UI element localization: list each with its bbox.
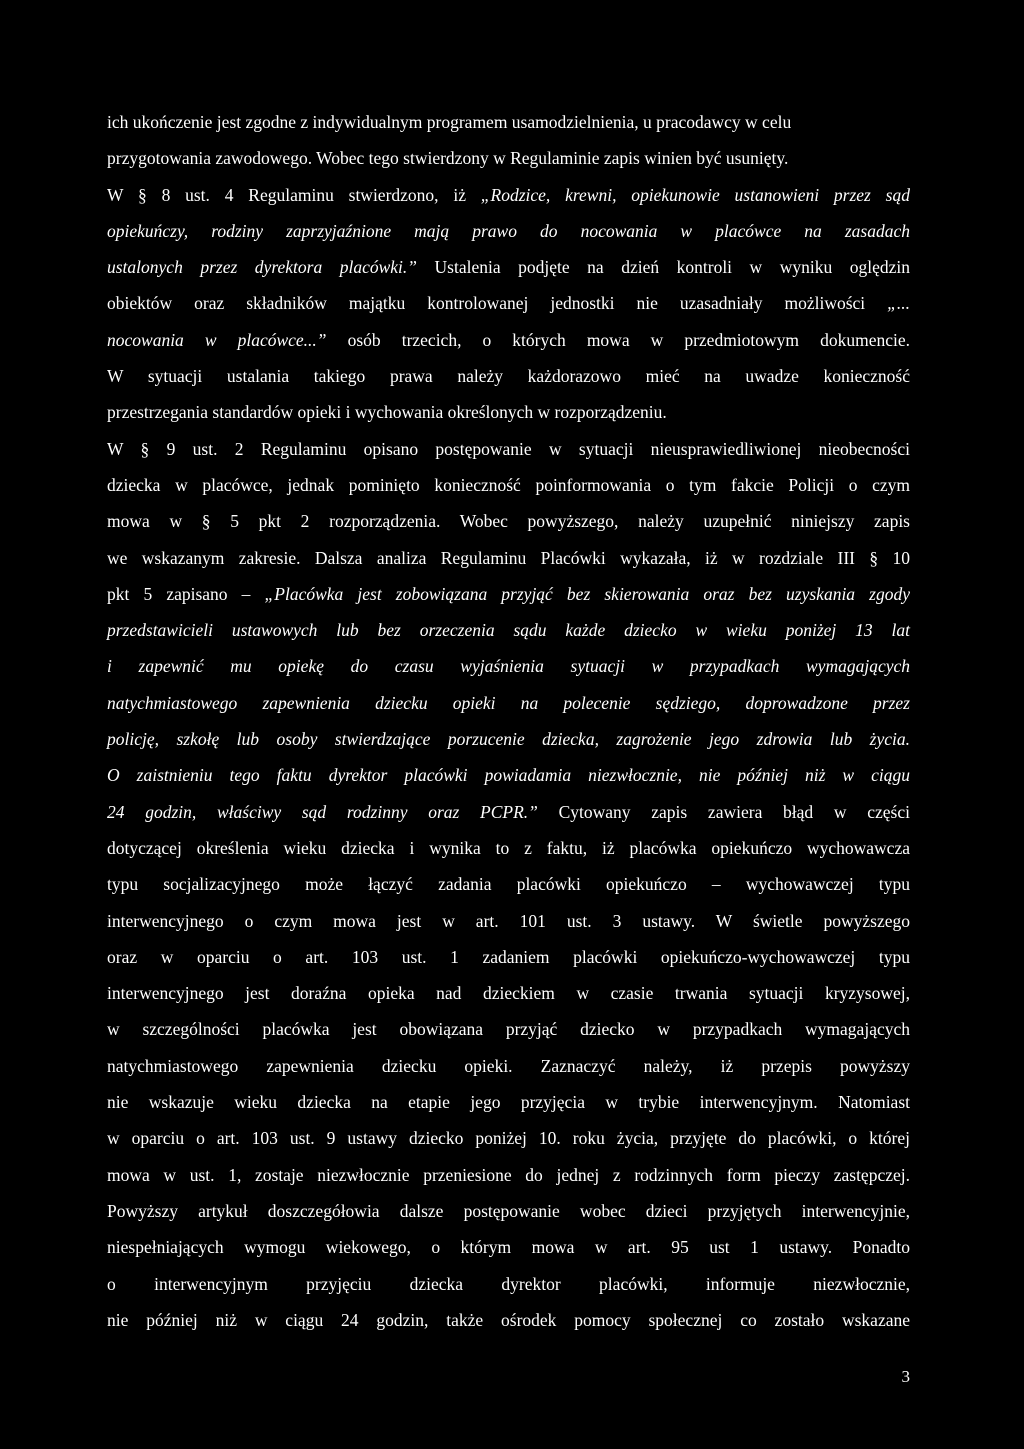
- text-line: [107, 104, 910, 140]
- text-line: [107, 576, 910, 612]
- page-number: 3: [901, 1367, 910, 1386]
- text-line: [107, 285, 910, 321]
- text-line: [107, 939, 910, 975]
- text-segment: natychmiastowego zapewnienia dziecku opieki. Zaznaczyć należy, iż przepis powyższy: [107, 1055, 910, 1076]
- text-segment: mowa w ust. 1, zostaje niezwłocznie przeniesione do jednej z rodzinnych form pieczy zastępczej.: [107, 1164, 910, 1185]
- text-line: [107, 975, 910, 1011]
- text-line: [107, 249, 910, 285]
- text-line: [107, 431, 910, 467]
- text-line: [107, 358, 910, 394]
- text-line: [107, 1229, 910, 1265]
- quoted-text: „Placówka jest zobowiązana przyjąć bez skierowania oraz bez uzyskania zgody: [264, 583, 910, 604]
- text-segment: we wskazanym zakresie. Dalsza analiza Regulaminu Placówki wykazała, iż w rozdziale III § 10: [107, 547, 910, 568]
- quoted-text: przedstawicieli ustawowych lub bez orzeczenia sądu każde dziecko w wieku poniżej 13 lat: [107, 620, 910, 641]
- text-line: [107, 503, 910, 539]
- text-segment: o interwencyjnym przyjęciu dziecka dyrektor placówki, informuje niezwłocznie,: [107, 1273, 910, 1294]
- quoted-text: ustalonych przez dyrektora placówki.”: [107, 257, 418, 278]
- quoted-text: natychmiastowego zapewnienia dziecku opieki na polecenie sędziego, doprowadzone przez: [107, 692, 910, 713]
- text-line: [107, 685, 910, 721]
- quoted-text: O zaistnieniu tego faktu dyrektor placówki powiadamia niezwłocznie, nie później niż w ciągu: [107, 765, 910, 786]
- text-segment: Cytowany zapis zawiera błąd w części: [537, 801, 910, 822]
- text-line: [107, 177, 910, 213]
- text-segment: w szczególności placówka jest obowiązana przyjąć dziecko w przypadkach wymagających: [107, 1019, 910, 1040]
- text-line: [107, 1011, 910, 1047]
- text-line: [107, 612, 910, 648]
- text-segment: w oparciu o art. 103 ust. 9 ustawy dziecko poniżej 10. roku życia, przyjęte do placówki, o której: [107, 1128, 910, 1149]
- text-segment: typu socjalizacyjnego może łączyć zadania placówki opiekuńczo – wychowawczej typu: [107, 874, 910, 895]
- text-segment: przestrzegania standardów opieki i wychowania określonych w rozporządzeniu.: [107, 402, 667, 423]
- text-segment: interwencyjnego o czym mowa jest w art. 101 ust. 3 ustawy. W świetle powyższego: [107, 910, 910, 931]
- text-segment: mowa w § 5 pkt 2 rozporządzenia. Wobec powyższego, należy uzupełnić niniejszy zapis: [107, 511, 910, 532]
- text-line: [107, 1193, 910, 1229]
- text-line: [107, 1157, 910, 1193]
- text-line: [107, 467, 910, 503]
- text-line: [107, 903, 910, 939]
- text-line: [107, 1266, 910, 1302]
- text-line: [107, 794, 910, 830]
- text-segment: dziecka w placówce, jednak pominięto konieczność poinformowania o tym fakcie Policji o czym: [107, 474, 910, 495]
- text-segment: niespełniających wymogu wiekowego, o którym mowa w art. 95 ust 1 ustawy. Ponadto: [107, 1237, 910, 1258]
- text-segment: W § 9 ust. 2 Regulaminu opisano postępowanie w sytuacji nieusprawiedliwionej nieobecności: [107, 438, 910, 459]
- text-segment: nie wskazuje wieku dziecka na etapie jego przyjęcia w trybie interwencyjnym. Natomiast: [107, 1092, 910, 1113]
- text-segment: obiektów oraz składników majątku kontrolowanej jednostki nie uzasadniały możliwości: [107, 293, 888, 314]
- quoted-text: nocowania w placówce...”: [107, 329, 327, 350]
- text-line: [107, 140, 910, 176]
- quoted-text: 24 godzin, właściwy sąd rodzinny oraz PCPR.”: [107, 801, 538, 822]
- text-segment: W sytuacji ustalania takiego prawa należy każdorazowo mieć na uwadze konieczność: [107, 366, 910, 387]
- body-text: [107, 104, 910, 1338]
- quoted-text: i zapewnić mu opiekę do czasu wyjaśnienia sytuacji w przypadkach wymagających: [107, 656, 910, 677]
- text-line: [107, 866, 910, 902]
- text-line: [107, 322, 910, 358]
- text-segment: W § 8 ust. 4 Regulaminu stwierdzono, iż: [107, 184, 481, 205]
- quoted-text: „...: [887, 293, 910, 314]
- text-segment: ich ukończenie jest zgodne z indywidualnym programem usamodzielnienia, u pracodawcy w celu: [107, 112, 792, 132]
- text-line: [107, 648, 910, 684]
- text-line: [107, 830, 910, 866]
- text-line: [107, 394, 910, 430]
- quoted-text: opiekuńczy, rodziny zaprzyjaźnione mają prawo do nocowania w placówce na zasadach: [107, 220, 910, 241]
- text-segment: nie później niż w ciągu 24 godzin, także ośrodek pomocy społecznej co zostało wskazane: [107, 1309, 910, 1330]
- text-segment: Ustalenia podjęte na dzień kontroli w wyniku oględzin: [417, 257, 910, 278]
- text-segment: pkt 5 zapisano –: [107, 583, 265, 604]
- text-line: [107, 1048, 910, 1084]
- text-segment: oraz w oparciu o art. 103 ust. 1 zadaniem placówki opiekuńczo-wychowawczej typu: [107, 946, 910, 967]
- text-line: [107, 721, 910, 757]
- text-segment: przygotowania zawodowego. Wobec tego stwierdzony w Regulaminie zapis winien być usunięty.: [107, 148, 789, 169]
- text-line: [107, 1302, 910, 1338]
- text-line: [107, 757, 910, 793]
- text-segment: interwencyjnego jest doraźna opieka nad dzieckiem w czasie trwania sytuacji kryzysowej,: [107, 983, 910, 1004]
- text-segment: osób trzecich, o których mowa w przedmiotowym dokumencie.: [326, 329, 910, 350]
- quoted-text: policję, szkołę lub osoby stwierdzające porzucenie dziecka, zagrożenie jego zdrowia lub życia.: [107, 729, 910, 750]
- text-line: [107, 1084, 910, 1120]
- text-line: [107, 213, 910, 249]
- text-segment: dotyczącej określenia wieku dziecka i wynika to z faktu, iż placówka opiekuńczo wychowawcza: [107, 837, 910, 858]
- text-segment: Powyższy artykuł doszczegółowia dalsze postępowanie wobec dzieci przyjętych interwencyjnie,: [107, 1200, 910, 1221]
- quoted-text: „Rodzice, krewni, opiekunowie ustanowieni przez sąd: [480, 184, 910, 205]
- text-line: [107, 1120, 910, 1156]
- text-line: [107, 540, 910, 576]
